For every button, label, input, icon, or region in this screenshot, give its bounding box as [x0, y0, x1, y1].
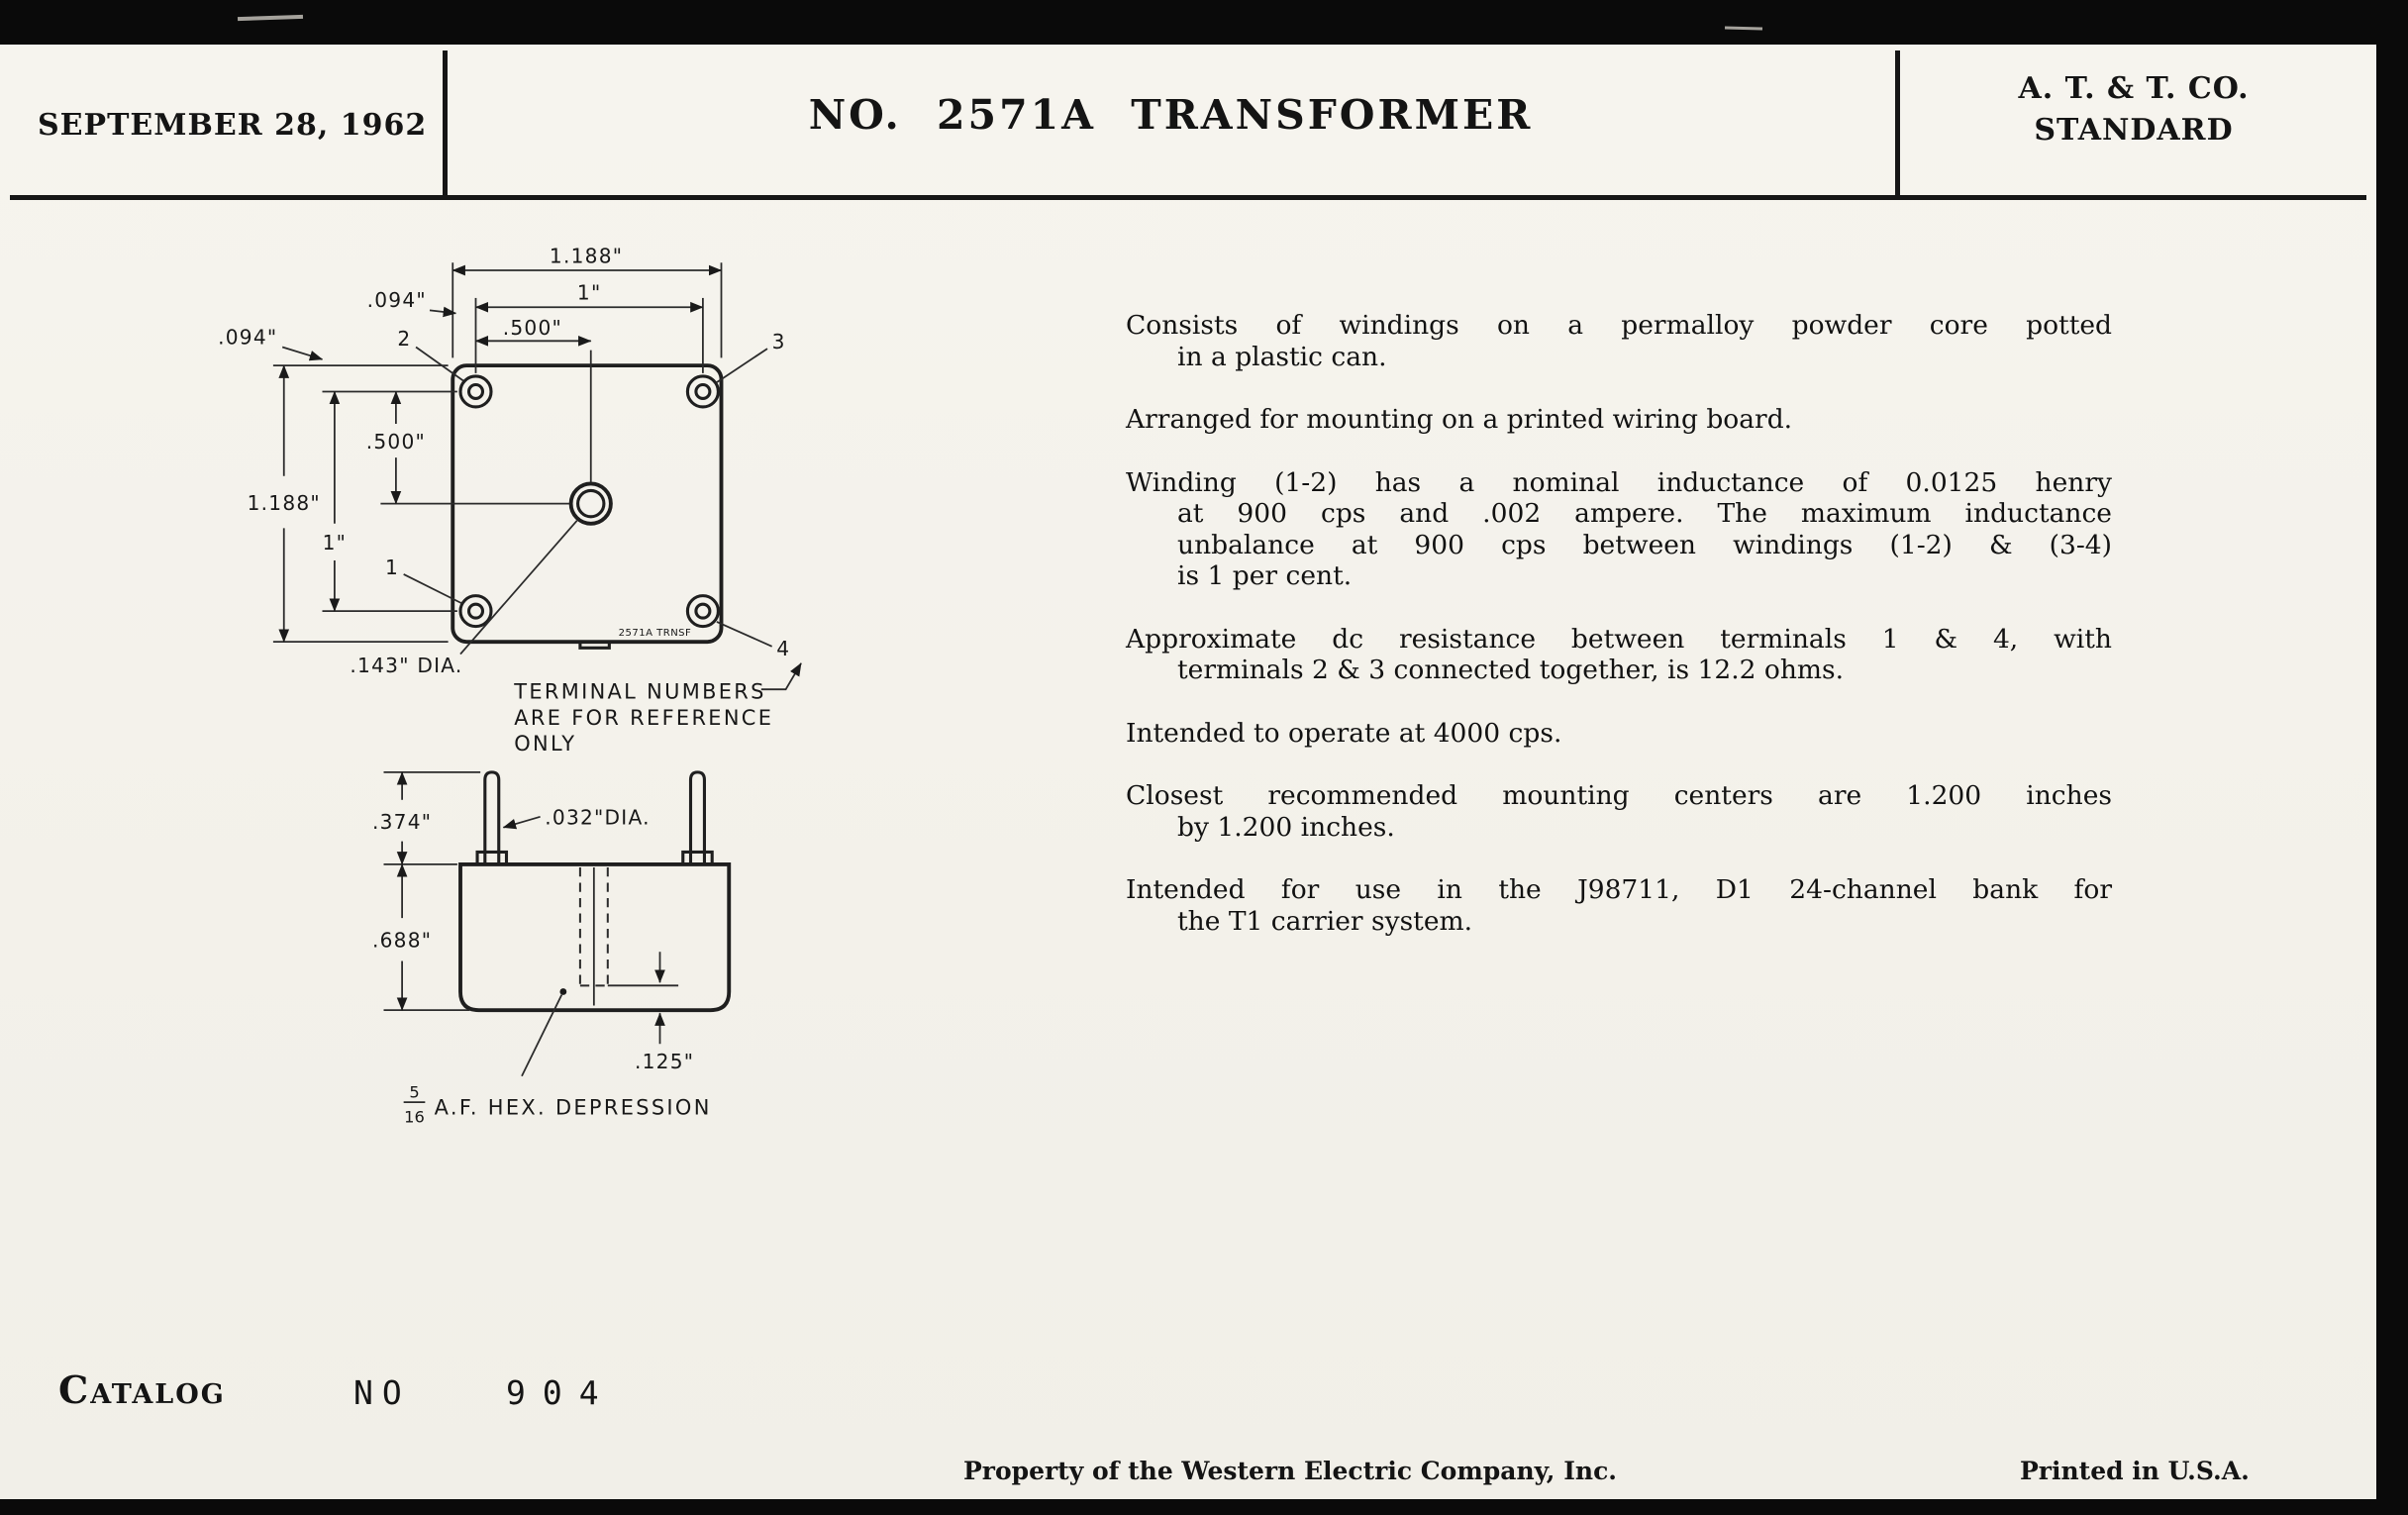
terminal-note-line3: ONLY: [514, 732, 577, 757]
hole-diameter-label: .143" DIA.: [350, 654, 463, 678]
leader-lines-side-view: [503, 817, 561, 1076]
dim-label-depression-depth: .125": [634, 1050, 695, 1074]
scan-artifact: [1725, 27, 1762, 31]
leader-dot: [559, 988, 566, 995]
dim-label-offset-top: .094": [366, 288, 427, 313]
spec-line: in a plastic can.: [1177, 341, 1387, 372]
header-divider-left: [443, 50, 448, 195]
spec-line: Consists of windings on a permalloy powder core potted: [1126, 310, 2112, 341]
dim-label-body-height: .688": [371, 928, 433, 953]
terminal-bottom-right: [687, 596, 718, 627]
organization-block: [1901, 68, 2366, 152]
printed-in-usa: Printed in U.S.A.: [2020, 1457, 2250, 1485]
terminal-top-right: [687, 376, 718, 407]
catalog-label: Catalog: [58, 1367, 226, 1412]
side-view-drawing: [372, 772, 729, 1126]
spec-line: is 1 per cent.: [1177, 560, 1353, 591]
spec-list: [1126, 310, 2112, 968]
organization-name: A. T. & T. CO.: [2018, 71, 2250, 106]
center-hole: [571, 483, 611, 523]
terminal-top-left: [460, 376, 491, 407]
header-divider-right: [1895, 50, 1900, 195]
can-marking-label: 2571A TRNSF: [618, 627, 692, 639]
dim-label-half-width: .500": [502, 316, 563, 341]
hex-depression-label: A.F. HEX. DEPRESSION: [434, 1095, 712, 1120]
dim-label-half-height: .500": [365, 429, 427, 454]
terminal-number-4: 4: [776, 637, 791, 661]
hex-fraction-numerator: 5: [409, 1082, 420, 1102]
spec-line: by 1.200 inches.: [1177, 811, 1395, 843]
catalog-row: [58, 1367, 752, 1437]
spec-paragraph: [1126, 310, 2112, 372]
document-page: [0, 45, 2376, 1499]
spec-paragraph: [1126, 467, 2112, 592]
dim-label-offset-left: .094": [218, 325, 278, 350]
spec-paragraph: [1126, 780, 2112, 843]
spec-paragraph: [1126, 874, 2112, 937]
spec-line: Closest recommended mounting centers are 1.200 inches: [1126, 780, 2112, 811]
extension-lines-top-view: [273, 262, 722, 642]
catalog-no-label: NO: [353, 1373, 411, 1412]
spec-line: unbalance at 900 cps between windings (1-2) & (3-4): [1177, 529, 2112, 560]
terminal-number-3: 3: [771, 330, 786, 354]
spec-paragraph: [1126, 404, 2112, 436]
spec-paragraph: [1126, 624, 2112, 686]
terminal-number-2: 2: [397, 326, 412, 351]
top-view-drawing: [218, 244, 801, 756]
spec-line: Intended for use in the J98711, D1 24-channel bank for: [1126, 874, 2112, 905]
dim-label-inner-height: 1": [322, 531, 348, 556]
spec-paragraph: [1126, 718, 2112, 750]
terminal-number-1: 1: [384, 555, 399, 579]
spec-line: Winding (1-2) has a nominal inductance of 0.0125 henry: [1126, 466, 2112, 498]
scan-artifact: [238, 15, 303, 21]
page-title: NO. 2571A TRANSFORMER: [808, 91, 1534, 139]
hex-fraction-denominator: 16: [404, 1107, 425, 1127]
dim-label-pin-length: .374": [371, 810, 433, 835]
catalog-number: 904: [506, 1373, 616, 1412]
dim-label-inner-width: 1": [576, 280, 602, 305]
spec-line: Intended to operate at 4000 cps.: [1126, 717, 1562, 749]
spec-line: Arranged for mounting on a printed wiring board.: [1126, 404, 1793, 435]
spec-line: the T1 carrier system.: [1177, 905, 1473, 937]
terminal-note-line2: ARE FOR REFERENCE: [514, 705, 774, 730]
header-rule: [10, 195, 2366, 200]
terminal-bottom-left: [460, 596, 491, 627]
terminal-note-line1: TERMINAL NUMBERS: [514, 679, 766, 704]
dim-label-outer-height: 1.188": [247, 490, 321, 515]
organization-standard-label: STANDARD: [2034, 113, 2234, 148]
dim-label-outer-width: 1.188": [549, 244, 624, 268]
document-date: SEPTEMBER 28, 1962: [38, 108, 428, 143]
dim-label-pin-diameter: .032"DIA.: [545, 805, 651, 830]
spec-line: Approximate dc resistance between terminals 1 & 4, with: [1126, 623, 2112, 655]
property-notice: Property of the Western Electric Company, Inc.: [962, 1457, 1617, 1485]
spec-line: terminals 2 & 3 connected together, is 12.2 ohms.: [1177, 655, 1845, 685]
spec-line: at 900 cps and .002 ampere. The maximum inductance: [1177, 498, 2112, 529]
technical-drawing: [215, 243, 859, 1141]
